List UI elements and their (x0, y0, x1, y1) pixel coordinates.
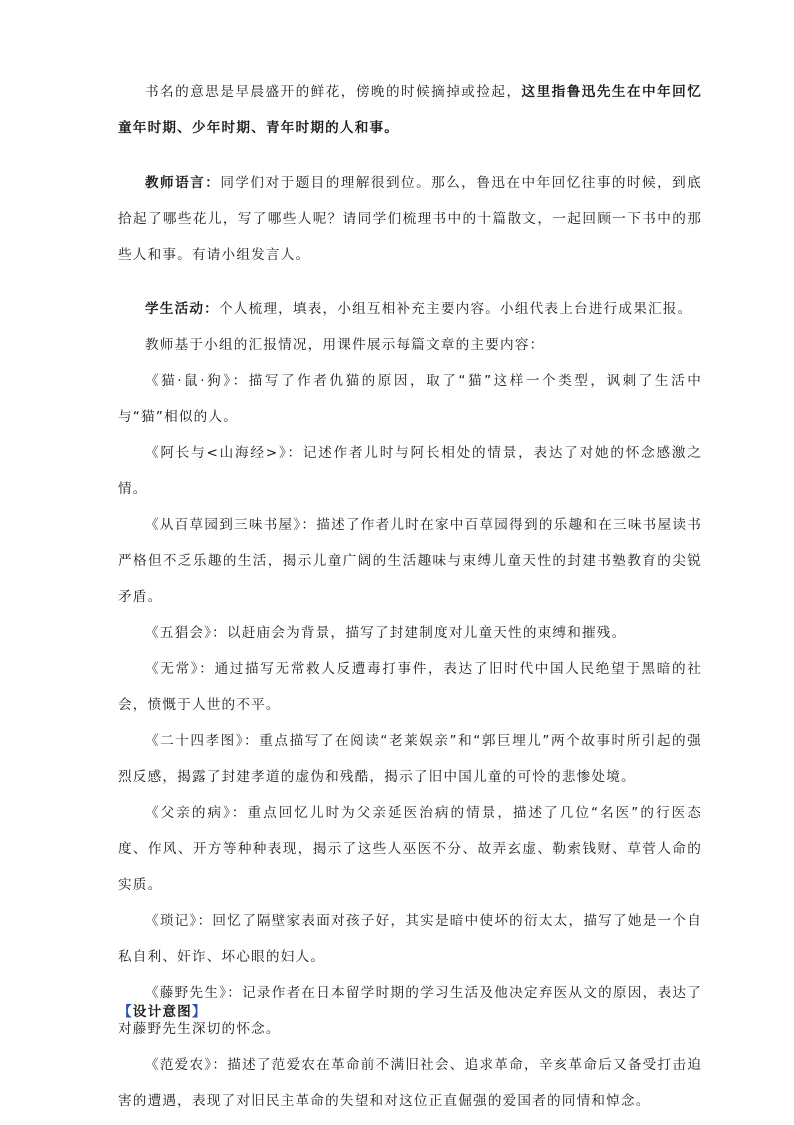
essay-summary: ：重点描写了在阅读“老莱娱亲”和“郭巨埋儿”两个故事时所引起的强烈反感，揭露了封建孝道的虚伪和残酷，揭示了旧中国儿童的可怜的悲惨处境。 (118, 733, 702, 785)
essay-summary: ：以赶庙会为背景，描写了封建制度对儿童天性的束缚和摧残。 (212, 625, 627, 641)
essay-item-cat-rat-dog (118, 363, 702, 435)
design-intent-heading (118, 998, 207, 1026)
intro-text: 书名的意思是早晨盛开的鲜花，傍晚的时候摘掉或捡起， (145, 84, 522, 100)
essay-summary: ：记述作者儿时与阿长相处的情景，表达了对她的怀念感激之情。 (118, 445, 702, 497)
student-activity-paragraph (118, 291, 702, 327)
student-activity-label: 学生活动： (145, 301, 219, 317)
essay-title: 《无常》 (145, 661, 200, 677)
essay-summary: ：记录作者在日本留学时期的学习生活及他决定弃医从文的原因，表达了对藤野先生深切的怀念。 (118, 985, 702, 1037)
teacher-display-paragraph: 教师基于小组的汇报情况，用课件展示每篇文章的主要内容： (145, 337, 545, 353)
essay-title: 《二十四孝图》 (145, 733, 245, 749)
student-activity-text: 个人梳理，填表，小组互相补充主要内容。小组代表上台进行成果汇报。 (218, 301, 693, 317)
essay-summary: ：描述了作者儿时在家中百草园得到的乐趣和在三味书屋读书严格但不乏乐趣的生活，揭示儿童广阔的生活趣味与束缚儿童天性的封建书塾教育的尖锐矛盾。 (118, 517, 702, 605)
design-intent-label: 设计意图 (132, 1004, 192, 1020)
essay-title: 《父亲的病》 (145, 805, 232, 821)
intro-paragraph (118, 74, 702, 146)
teacher-speech-paragraph (118, 165, 702, 273)
essay-item-fragments (118, 903, 702, 975)
essay-title: 《从百草园到三味书屋》 (145, 517, 302, 533)
essay-summary: ：通过描写无常救人反遭毒打事件，表达了旧时代中国人民绝望于黑暗的社会，愤慨于人世的不平。 (118, 661, 702, 713)
open-bracket: 【 (118, 1004, 133, 1020)
teacher-speech-label: 教师语言： (145, 174, 221, 191)
essay-title: 《范爱农》 (145, 1057, 213, 1073)
essay-item-wuchang (118, 651, 702, 723)
essay-item-wuchang-fair (118, 615, 702, 651)
essay-item-24-filial (118, 723, 702, 795)
essay-summary: ：重点回忆儿时为父亲延医治病的情景，描述了几位“名医”的行医态度、作风、开方等种种表现，揭示了这些人巫医不分、故弄玄虚、勒索钱财、草菅人命的实质。 (118, 805, 702, 893)
essay-title: 《藤野先生》 (145, 985, 228, 1001)
essay-item-fan-ainong (118, 1047, 702, 1119)
essay-title: 《阿长与<山海经>》 (145, 445, 288, 461)
essay-title: 《琐记》 (145, 913, 198, 929)
intro-bold-text: 这里指鲁迅先生在中年回忆童年时期、少年时期、青年时期的人和事。 (118, 84, 702, 136)
essay-item-baicaoyuan (118, 507, 702, 615)
essay-title: 《五猖会》 (145, 625, 213, 641)
close-bracket: 】 (191, 1004, 207, 1020)
essay-title: 《猫·鼠·狗》 (145, 373, 233, 389)
essay-summary: ：描写了作者仇猫的原因，取了“猫”这样一个类型，讽刺了生活中与“猫”相似的人。 (118, 373, 702, 425)
teacher-speech-text: 同学们对于题目的理解很到位。那么，鲁迅在中年回忆往事的时候，到底拾起了哪些花儿，写了哪些人呢？请同学们梳理书中的十篇散文，一起回顾一下书中的那些人和事。有请小组发言人。 (118, 174, 702, 263)
essay-item-father-illness (118, 795, 702, 903)
essay-summary: ：描述了范爱农在革命前不满旧社会、追求革命，辛亥革命后又备受打击迫害的遭遇，表现了对旧民主革命的失望和对这位正直倔强的爱国者的同情和悼念。 (118, 1057, 702, 1109)
essay-item-ah-chang (118, 435, 702, 507)
essay-summary: ：回忆了隔壁家表面对孩子好，其实是暗中使坏的衍太太，描写了她是一个自私自利、奸诈、坏心眼的妇人。 (118, 913, 702, 965)
